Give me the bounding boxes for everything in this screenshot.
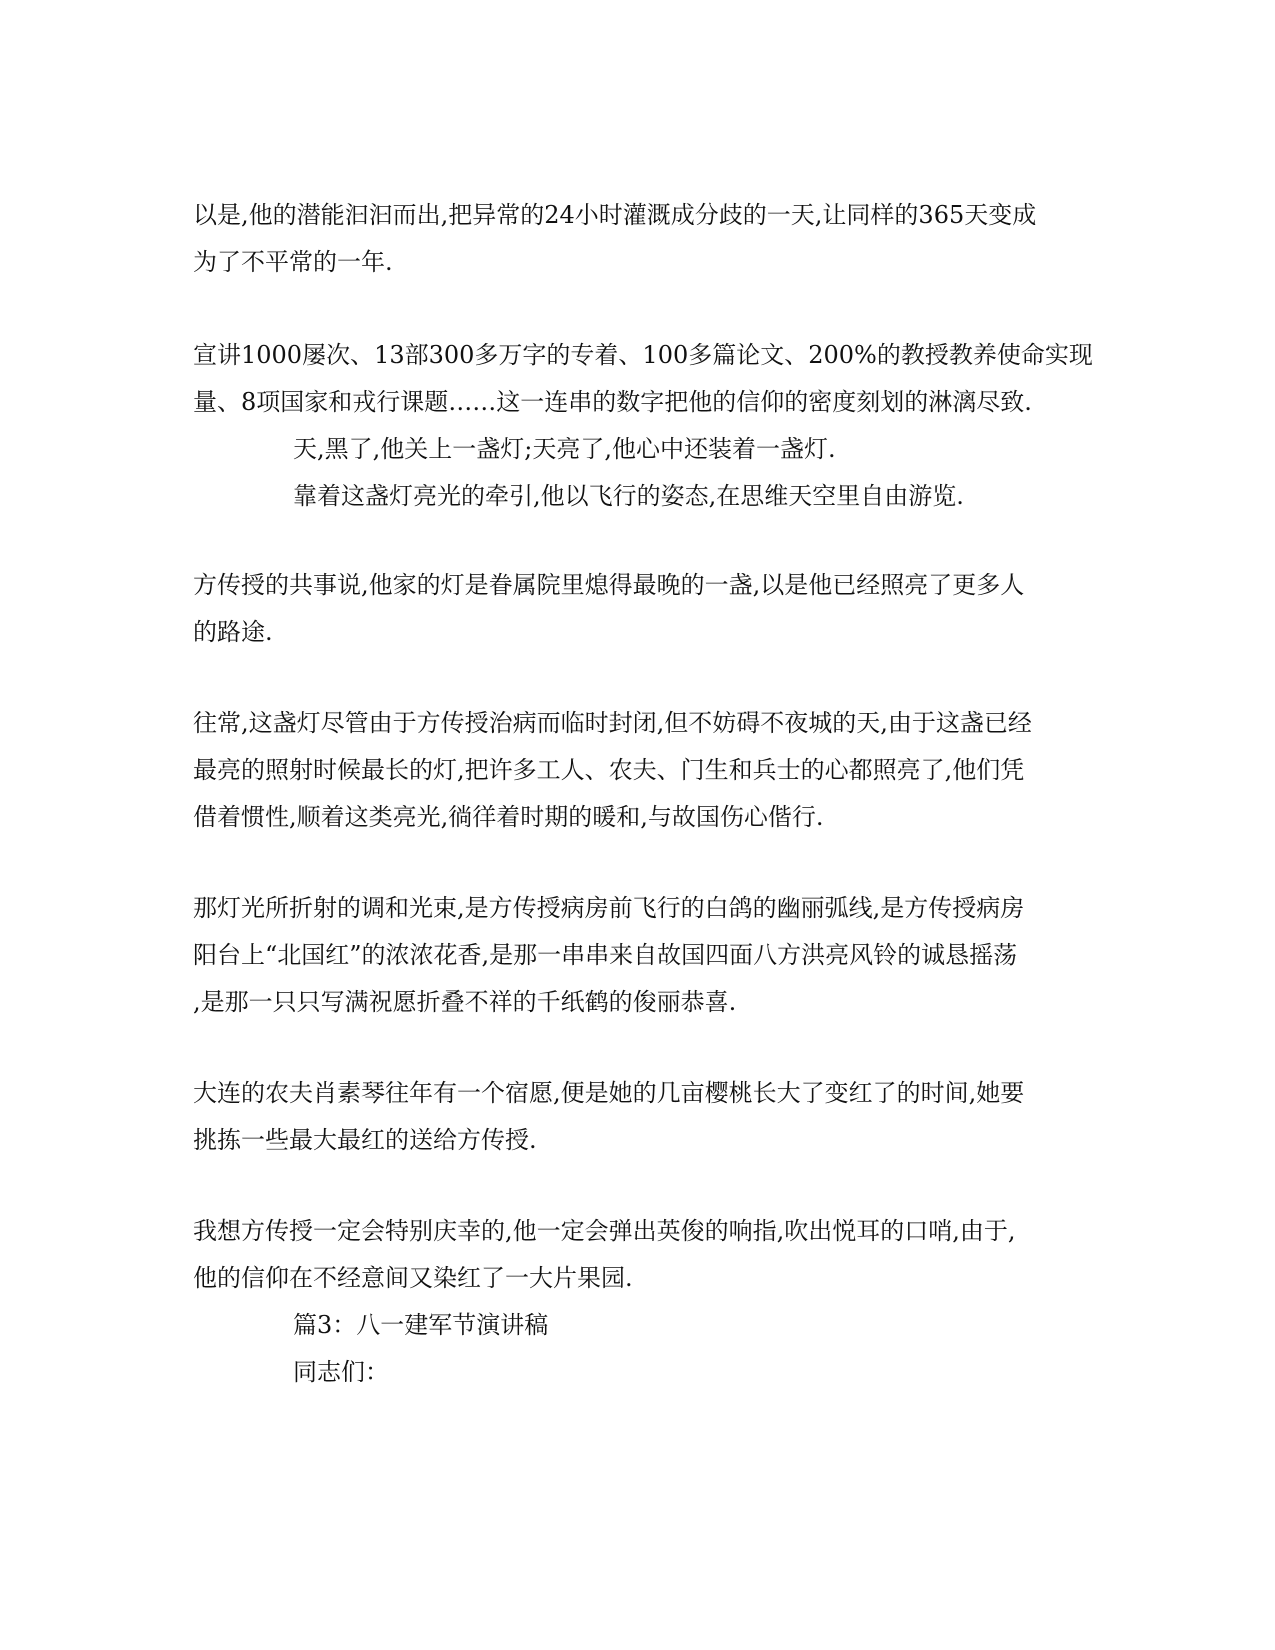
- text-line: 挑拣一些最大最红的送给方传授.: [193, 1126, 537, 1154]
- text-line: 的路途.: [193, 618, 273, 646]
- text-line: 往常,这盏灯尽管由于方传授治病而临时封闭,但不妨碍不夜城的天,由于这盏已经: [193, 709, 1032, 737]
- text-line: 大连的农夫肖素琴往年有一个宿愿,便是她的几亩樱桃长大了变红了的时间,她要: [193, 1079, 1025, 1107]
- text-line: 天,黑了,他关上一盏灯;天亮了,他心中还装着一盏灯.: [293, 435, 836, 463]
- section-heading: 篇3：八一建军节演讲稿: [293, 1311, 549, 1339]
- text-line: 方传授的共事说,他家的灯是眷属院里熄得最晚的一盏,以是他已经照亮了更多人: [193, 571, 1025, 599]
- text-line: ,是那一只只写满祝愿折叠不祥的千纸鹤的俊丽恭喜.: [193, 988, 737, 1016]
- text-line: 量、8项国家和戎行课题……这一连串的数字把他的信仰的密度刻划的淋漓尽致.: [193, 388, 1032, 416]
- text-line: 靠着这盏灯亮光的牵引,他以飞行的姿态,在思维天空里自由游览.: [293, 482, 964, 510]
- salutation: 同志们：: [293, 1358, 389, 1386]
- text-line: 他的信仰在不经意间又染红了一大片果园.: [193, 1264, 633, 1292]
- text-line: 借着惯性,顺着这类亮光,徜徉着时期的暖和,与故国伤心偕行.: [193, 803, 824, 831]
- text-line: 宣讲1000屡次、13部300多万字的专着、100多篇论文、200%的教授教养使命实现: [193, 341, 1093, 369]
- text-line: 我想方传授一定会特别庆幸的,他一定会弹出英俊的响指,吹出悦耳的口哨,由于,: [193, 1217, 1016, 1245]
- text-line: 阳台上“北国红”的浓浓花香,是那一串串来自故国四面八方洪亮风铃的诚恳摇荡: [193, 941, 1018, 969]
- text-line: 以是,他的潜能汩汩而出,把异常的24小时灌溉成分歧的一天,让同样的365天变成: [193, 201, 1037, 229]
- text-line: 最亮的照射时候最长的灯,把许多工人、农夫、门生和兵士的心都照亮了,他们凭: [193, 756, 1025, 784]
- text-line: 那灯光所折射的调和光束,是方传授病房前飞行的白鸽的幽丽弧线,是方传授病房: [193, 894, 1025, 922]
- text-line: 为了不平常的一年.: [193, 248, 393, 276]
